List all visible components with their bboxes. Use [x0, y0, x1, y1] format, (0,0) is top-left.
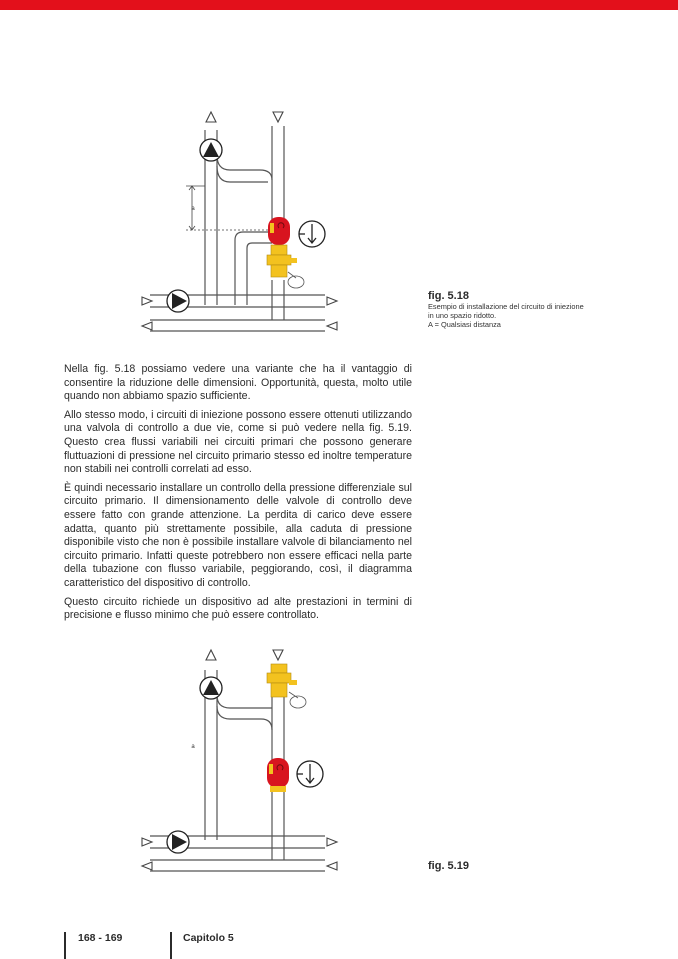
pump-icon — [167, 290, 189, 312]
footer-divider — [64, 932, 66, 959]
arrow-left-icon — [327, 862, 337, 870]
thermostat-control-icon — [297, 761, 323, 787]
arrow-up-icon — [206, 650, 216, 660]
paragraph: Allo stesso modo, i circuiti di iniezione possono essere ottenuti utilizzando una valvola di controllo a due vie, come si può vedere nella fig. 5.19. Questo crea flussi variabili nei circuiti primari che possono generare fluttuazioni di pressione nel circuito primario stesso ed inoltre temperature non stabili nei controlli correlati ad esso. — [64, 408, 412, 476]
figure-5-19-diagram — [130, 640, 370, 880]
footer-divider — [170, 932, 172, 959]
chapter-label: Capitolo 5 — [183, 932, 234, 944]
figure-5-18-caption — [428, 290, 628, 329]
thermostat-control-icon — [299, 221, 325, 247]
top-brand-bar — [0, 0, 678, 10]
arrow-left-icon — [142, 862, 152, 870]
control-valve-icon — [267, 758, 289, 792]
arrow-left-icon — [327, 322, 337, 330]
arrow-right-icon — [142, 297, 152, 305]
arrow-right-icon — [327, 297, 337, 305]
arrow-left-icon — [142, 322, 152, 330]
caption-line: in uno spazio ridotto. — [428, 311, 497, 320]
paragraph: Nella fig. 5.18 possiamo vedere una variante che ha il vantaggio di consentire la riduzione delle dimensioni. Opportunità, questa, molto utile quando non abbiamo spazio sufficiente. — [64, 363, 412, 403]
caption-line: Esempio di installazione del circuito di iniezione — [428, 302, 584, 311]
arrow-right-icon — [327, 838, 337, 846]
paragraph: È quindi necessario installare un controllo della pressione differenziale sul circuito primario. Il dimensionamento delle valvole di controllo deve essere fatto con grande attenzione. La perdita di carico deve essere adatta, quanto più strettamente possibile, alla caduta di pressione disponibile visto che non è possibile installare valvole di bilanciamento nel circuito primario. Infatti queste potrebbero non essere efficaci nella parte della tubazione con flusso variabile, peggiorando, così, il diagramma caratteristico del dispositivo di controllo. — [64, 481, 412, 589]
paragraph: Questo circuito richiede un dispositivo ad alte prestazioni in termini di precisione e flusso minimo che può essere controllato. — [64, 595, 412, 622]
arrow-down-icon — [273, 112, 283, 122]
pump-icon — [200, 677, 222, 699]
arrow-up-icon — [206, 112, 216, 122]
caption-line: A = Qualsiasi distanza — [428, 320, 501, 329]
arrow-right-icon — [142, 838, 152, 846]
figure-5-19-caption — [428, 860, 628, 872]
body-text — [64, 363, 412, 628]
pump-icon — [167, 831, 189, 853]
dimension-label: a — [191, 206, 195, 212]
figure-label: fig. 5.18 — [428, 290, 469, 302]
page-numbers: 168 - 169 — [78, 932, 123, 944]
dimension-label: a — [191, 744, 195, 750]
figure-label: fig. 5.19 — [428, 860, 469, 872]
balancing-valve-icon — [267, 664, 306, 708]
arrow-down-icon — [273, 650, 283, 660]
control-valve-icon — [267, 217, 304, 288]
pump-icon — [200, 139, 222, 161]
figure-5-18-diagram — [130, 100, 370, 340]
